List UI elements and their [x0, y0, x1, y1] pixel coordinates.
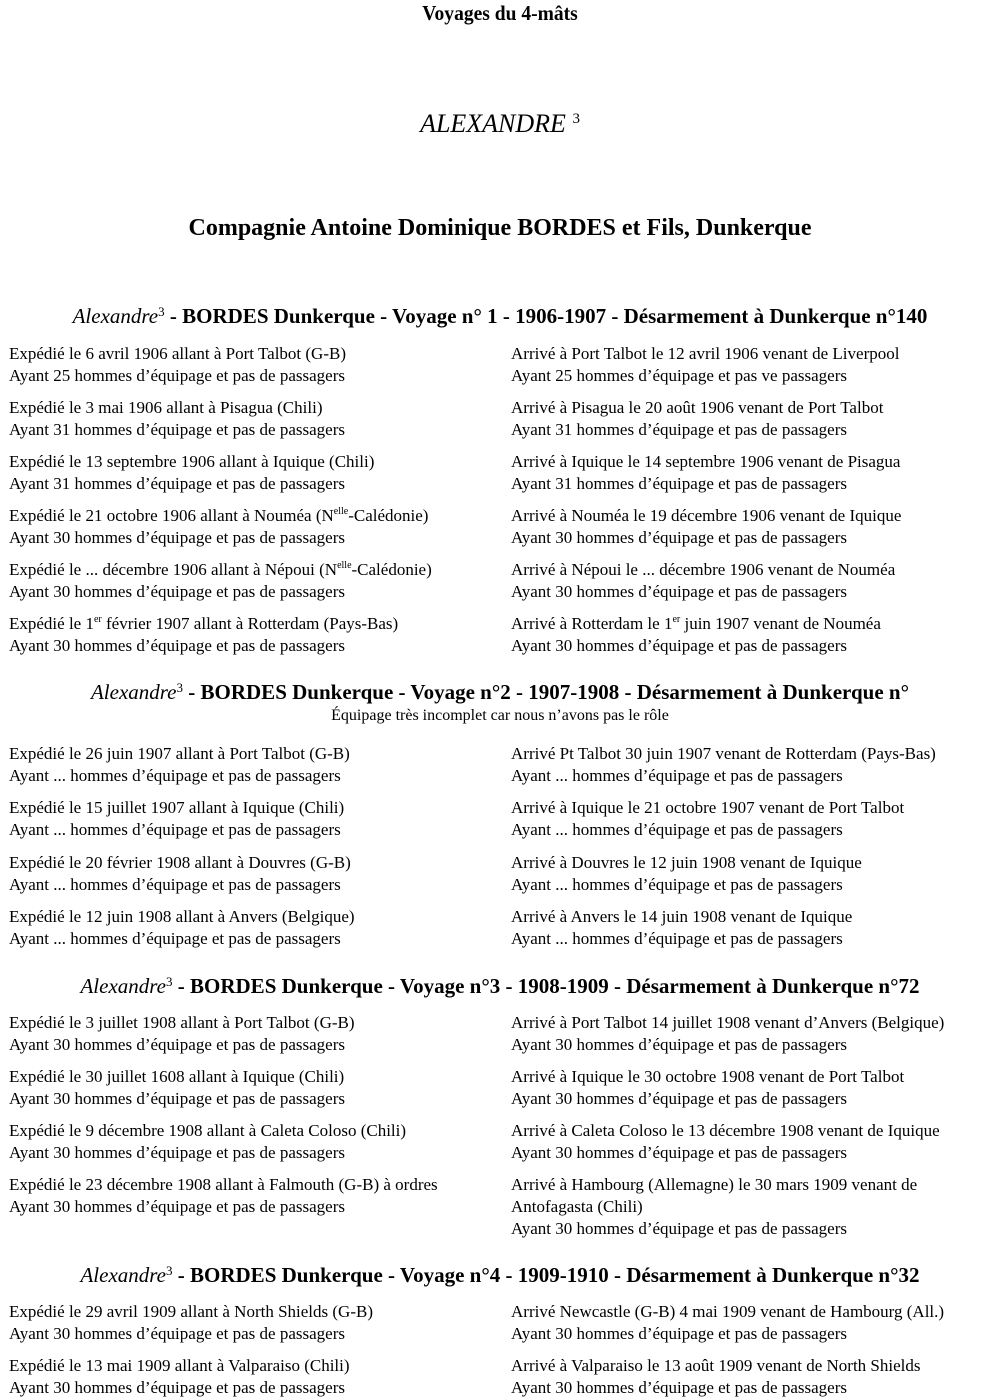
departure-crew: Ayant 30 hommes d’équipage et pas de passagers [9, 1035, 345, 1054]
voyage-header [0, 675, 1000, 705]
departure-text: Expédié le 3 juillet 1908 allant à Port Talbot (G-B) [9, 1013, 355, 1032]
departure-line [9, 1351, 350, 1377]
departure-text: Expédié le 3 mai 1906 allant à Pisagua (Chili) [9, 398, 323, 417]
departure-crew: Ayant 30 hommes d’équipage et pas de passagers [9, 582, 345, 601]
arrival-entry [511, 447, 900, 495]
departure-text: Expédié le 20 février 1908 allant à Douvres (G-B) [9, 853, 351, 872]
departure-entry [9, 1170, 438, 1218]
arrival-line [511, 1170, 917, 1196]
arrival-text: Arrivé à Hambourg (Allemagne) le 30 mars 1909 venant de [511, 1175, 918, 1194]
arrival-text: Arrivé à Caleta Coloso le 13 décembre 1908 venant de Iquique [511, 1121, 940, 1140]
departure-text-cont: -Calédonie) [348, 506, 429, 525]
arrival-line [511, 1008, 944, 1034]
departure-text: Expédié le 6 avril 1906 allant à Port Talbot (G-B) [9, 344, 346, 363]
voyage-header-text: - BORDES Dunkerque - Voyage n°4 - 1909-1910 - Désarmement à Dunkerque n°32 [172, 1263, 920, 1287]
arrival-text: Arrivé à Douvres le 12 juin 1908 venant de Iquique [511, 853, 862, 872]
arrival-crew: Ayant ... hommes d’équipage et pas de passagers [511, 929, 843, 948]
voyage-ship-superscript: 3 [158, 304, 165, 319]
departure-entry [9, 339, 346, 387]
departure-text: Expédié le 30 juillet 1608 allant à Iquique (Chili) [9, 1067, 345, 1086]
departure-crew: Ayant 30 hommes d’équipage et pas de passagers [9, 1378, 345, 1397]
departure-line [9, 447, 374, 473]
arrival-line [511, 1351, 920, 1377]
departure-line [9, 555, 432, 581]
departure-crew: Ayant 30 hommes d’équipage et pas de passagers [9, 636, 345, 655]
arrival-line [511, 1062, 904, 1088]
voyage-header [0, 299, 1000, 329]
voyage-ship-name: Alexandre [80, 1263, 167, 1287]
arrival-crew: Ayant 30 hommes d’équipage et pas de passagers [511, 1089, 847, 1108]
arrival-text: Arrivé à Iquique le 21 octobre 1907 venant de Port Talbot [511, 798, 905, 817]
arrival-crew: Ayant 30 hommes d’équipage et pas de passagers [511, 1324, 847, 1343]
departure-crew: Ayant 31 hommes d’équipage et pas de passagers [9, 420, 345, 439]
document-title: Voyages du 4-mâts [422, 1, 578, 25]
departure-text: Expédié le 12 juin 1908 allant à Anvers (Belgique) [9, 907, 355, 926]
arrival-text: Arrivé à Anvers le 14 juin 1908 venant de Iquique [511, 907, 853, 926]
departure-crew: Ayant ... hommes d’équipage et pas de passagers [9, 820, 341, 839]
ship-name-text: ALEXANDRE [420, 109, 566, 138]
arrival-crew: Ayant 30 hommes d’équipage et pas de passagers [511, 1378, 847, 1397]
arrival-entry [511, 393, 883, 441]
departure-entry [9, 393, 345, 441]
arrival-text: Arrivé à Port Talbot 14 juillet 1908 venant d’Anvers (Belgique) [511, 1013, 945, 1032]
departure-text: Expédié le 29 avril 1909 allant à North Shields (G-B) [9, 1302, 373, 1321]
departure-line [9, 609, 398, 635]
arrival-line-cont: Antofagasta (Chili) [511, 1197, 643, 1216]
departure-text: Expédié le 9 décembre 1908 allant à Caleta Coloso (Chili) [9, 1121, 407, 1140]
arrival-line [511, 339, 899, 365]
departure-text-cont: -Calédonie) [351, 560, 432, 579]
departure-text: Expédié le 13 septembre 1906 allant à Iquique (Chili) [9, 452, 375, 471]
arrival-text: Arrivé à Iquique le 14 septembre 1906 venant de Pisagua [511, 452, 901, 471]
arrival-text: Arrivé à Nouméa le 19 décembre 1906 venant de Iquique [511, 506, 902, 525]
arrival-entry [511, 555, 895, 603]
departure-entry [9, 501, 428, 549]
departure-entry [9, 609, 398, 657]
departure-text: Expédié le 15 juillet 1907 allant à Iquique (Chili) [9, 798, 345, 817]
voyage-header-text: - BORDES Dunkerque - Voyage n° 1 - 1906-1907 - Désarmement à Dunkerque n°140 [164, 304, 928, 328]
departure-entry [9, 1351, 350, 1399]
departure-crew: Ayant 30 hommes d’équipage et pas de passagers [9, 1143, 345, 1162]
company-name: Compagnie Antoine Dominique BORDES et Fils, Dunkerque [188, 215, 812, 241]
departure-line [9, 739, 350, 765]
voyage-note: Équipage très incomplet car nous n’avons pas le rôle [331, 707, 669, 724]
ship-name-superscript: 3 [572, 111, 580, 127]
arrival-entry [511, 902, 852, 950]
arrival-entry [511, 501, 901, 549]
arrival-entry [511, 1297, 944, 1345]
departure-line [9, 793, 344, 819]
departure-crew: Ayant 30 hommes d’équipage et pas de passagers [9, 1197, 345, 1216]
voyage-header-text: - BORDES Dunkerque - Voyage n°3 - 1908-1909 - Désarmement à Dunkerque n°72 [172, 974, 920, 998]
arrival-superscript: er [672, 614, 681, 625]
arrival-line [511, 1297, 944, 1323]
arrival-crew: Ayant 25 hommes d’équipage et pas ve passagers [511, 366, 847, 385]
departure-crew: Ayant ... hommes d’équipage et pas de passagers [9, 766, 341, 785]
arrival-crew: Ayant 31 hommes d’équipage et pas de passagers [511, 420, 847, 439]
arrival-line [511, 739, 936, 765]
arrival-line [511, 848, 862, 874]
arrival-entry [511, 1062, 904, 1110]
departure-entry [9, 1116, 406, 1164]
arrival-line [511, 555, 895, 581]
voyage-ship-superscript: 3 [176, 680, 184, 695]
arrival-line [511, 902, 852, 928]
departure-entry [9, 555, 432, 603]
departure-entry [9, 848, 351, 896]
arrival-entry [511, 739, 936, 787]
departure-text: Expédié le ... décembre 1906 allant à Népoui (N [9, 560, 338, 579]
arrival-crew: Ayant 30 hommes d’équipage et pas de passagers [511, 1219, 847, 1238]
arrival-text: Arrivé à Port Talbot le 12 avril 1906 venant de Liverpool [511, 344, 900, 363]
arrival-entry [511, 1351, 920, 1399]
departure-line [9, 501, 428, 527]
arrival-text: Arrivé à Iquique le 30 octobre 1908 venant de Port Talbot [511, 1067, 905, 1086]
ship-name [0, 102, 1000, 141]
departure-crew: Ayant 31 hommes d’équipage et pas de passagers [9, 474, 345, 493]
departure-line [9, 1008, 355, 1034]
arrival-entry [511, 1170, 917, 1240]
voyage-ship-name: Alexandre [80, 974, 167, 998]
departure-crew: Ayant ... hommes d’équipage et pas de passagers [9, 875, 341, 894]
voyage-ship-name: Alexandre [90, 680, 177, 704]
arrival-crew: Ayant 30 hommes d’équipage et pas de passagers [511, 636, 847, 655]
voyage-header-text: - BORDES Dunkerque - Voyage n°2 - 1907-1908 - Désarmement à Dunkerque n° [183, 680, 909, 704]
departure-text: Expédié le 1 [9, 614, 94, 633]
arrival-text: Arrivé à Valparaiso le 13 août 1909 venant de North Shields [511, 1356, 921, 1375]
arrival-crew: Ayant 30 hommes d’équipage et pas de passagers [511, 528, 847, 547]
departure-line [9, 1116, 406, 1142]
departure-line [9, 1170, 438, 1196]
departure-crew: Ayant ... hommes d’équipage et pas de passagers [9, 929, 341, 948]
departure-line [9, 1297, 373, 1323]
arrival-crew: Ayant 31 hommes d’équipage et pas de passagers [511, 474, 847, 493]
arrival-line [511, 1116, 940, 1142]
departure-crew: Ayant 30 hommes d’équipage et pas de passagers [9, 1089, 345, 1108]
arrival-text-cont: juin 1907 venant de Nouméa [680, 614, 881, 633]
departure-crew: Ayant 30 hommes d’équipage et pas de passagers [9, 1324, 345, 1343]
arrival-entry [511, 793, 904, 841]
arrival-entry [511, 1116, 940, 1164]
departure-superscript: er [93, 614, 102, 625]
arrival-line [511, 501, 901, 527]
arrival-text: Arrivé à Népoui le ... décembre 1906 venant de Nouméa [511, 560, 896, 579]
arrival-text: Arrivé à Rotterdam le 1 [511, 614, 673, 633]
arrival-line [511, 447, 900, 473]
departure-superscript: elle [333, 506, 349, 517]
departure-entry [9, 793, 344, 841]
arrival-line [511, 393, 883, 419]
arrival-crew: Ayant ... hommes d’équipage et pas de passagers [511, 875, 843, 894]
arrival-crew: Ayant ... hommes d’équipage et pas de passagers [511, 766, 843, 785]
departure-entry [9, 739, 350, 787]
departure-entry [9, 447, 374, 495]
arrival-crew: Ayant 30 hommes d’équipage et pas de passagers [511, 1143, 847, 1162]
voyage-header [0, 969, 1000, 999]
voyage-header [0, 1258, 1000, 1288]
departure-text: Expédié le 26 juin 1907 allant à Port Talbot (G-B) [9, 744, 350, 763]
departure-line [9, 339, 346, 365]
departure-entry [9, 1297, 373, 1345]
voyage-ship-superscript: 3 [166, 974, 173, 989]
arrival-text: Arrivé Pt Talbot 30 juin 1907 venant de Rotterdam (Pays-Bas) [511, 744, 936, 763]
departure-line [9, 393, 345, 419]
departure-line [9, 1062, 345, 1088]
departure-line [9, 848, 351, 874]
departure-text: Expédié le 21 octobre 1906 allant à Nouméa (N [9, 506, 334, 525]
departure-superscript: elle [337, 560, 352, 571]
departure-line [9, 902, 355, 928]
arrival-crew: Ayant ... hommes d’équipage et pas de passagers [511, 820, 843, 839]
departure-crew: Ayant 25 hommes d’équipage et pas de passagers [9, 366, 345, 385]
arrival-line [511, 793, 904, 819]
voyage-ship-name: Alexandre [72, 304, 159, 328]
arrival-crew: Ayant 30 hommes d’équipage et pas de passagers [511, 1035, 847, 1054]
arrival-crew: Ayant 30 hommes d’équipage et pas de passagers [511, 582, 847, 601]
departure-entry [9, 1062, 345, 1110]
departure-text-cont: février 1907 allant à Rotterdam (Pays-Bas) [101, 614, 399, 633]
arrival-text: Arrivé à Pisagua le 20 août 1906 venant de Port Talbot [511, 398, 884, 417]
departure-entry [9, 1008, 355, 1056]
arrival-entry [511, 339, 899, 387]
arrival-line [511, 609, 881, 635]
arrival-text: Arrivé Newcastle (G-B) 4 mai 1909 venant de Hambourg (All.) [511, 1302, 945, 1321]
departure-entry [9, 902, 355, 950]
arrival-entry [511, 848, 862, 896]
arrival-entry [511, 609, 881, 657]
departure-text: Expédié le 23 décembre 1908 allant à Falmouth (G-B) à ordres [9, 1175, 438, 1194]
arrival-entry [511, 1008, 944, 1056]
departure-text: Expédié le 13 mai 1909 allant à Valparaiso (Chili) [9, 1356, 350, 1375]
voyage-ship-superscript: 3 [166, 1263, 173, 1278]
departure-crew: Ayant 30 hommes d’équipage et pas de passagers [9, 528, 345, 547]
